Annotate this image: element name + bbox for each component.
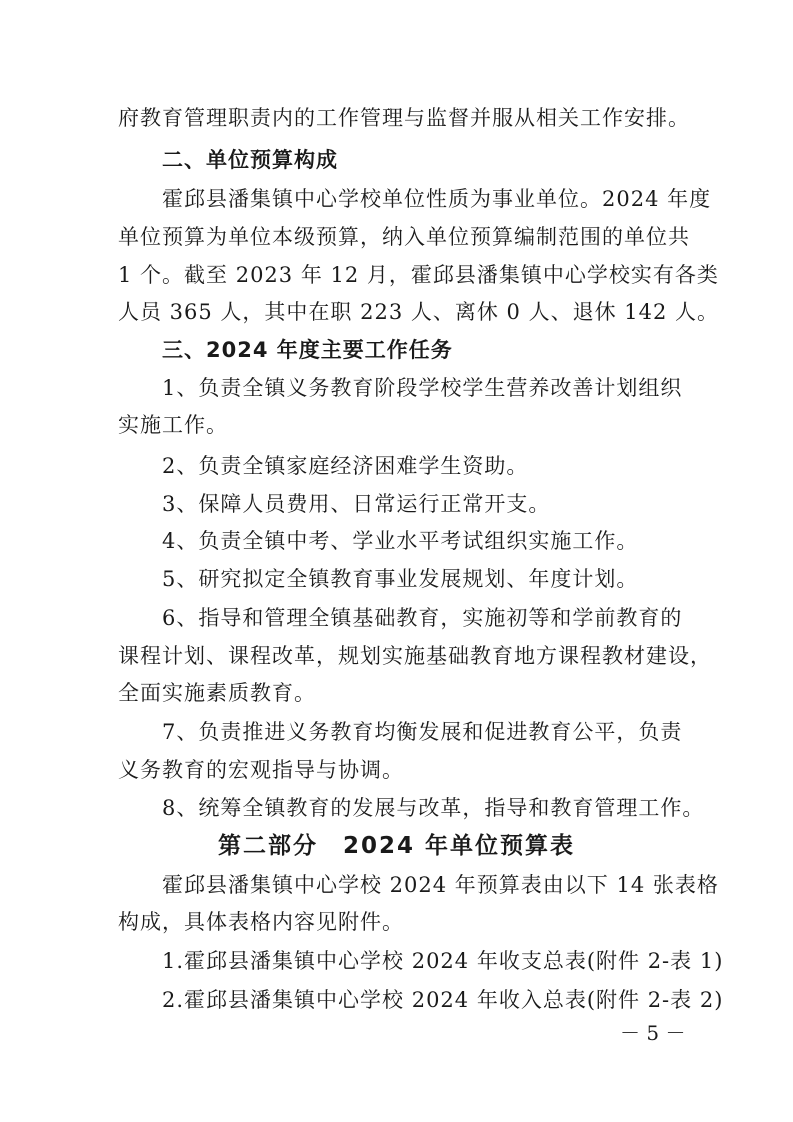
paragraph-line: 单位预算为单位本级预算，纳入单位预算编制范围的单位共 xyxy=(118,225,690,249)
list-item-continuation: 全面实施素质教育。 xyxy=(118,681,316,705)
section-heading: 二、单位预算构成 xyxy=(162,148,338,172)
list-item: 1、负责全镇义务教育阶段学校学生营养改善计划组织 xyxy=(162,376,683,400)
paragraph-line: 构成，具体表格内容见附件。 xyxy=(118,910,404,934)
list-item: 7、负责推进义务教育均衡发展和促进教育公平，负责 xyxy=(162,720,683,744)
list-item: 6、指导和管理全镇基础教育，实施初等和学前教育的 xyxy=(162,606,683,630)
list-item: 2、负责全镇家庭经济困难学生资助。 xyxy=(162,454,529,478)
paragraph-line: 霍邱县潘集镇中心学校单位性质为事业单位。2024 年度 xyxy=(162,187,712,211)
paragraph-line: 人员 365 人，其中在职 223 人、离休 0 人、退休 142 人。 xyxy=(118,300,720,324)
list-item: 2.霍邱县潘集镇中心学校 2024 年收入总表(附件 2-表 2) xyxy=(162,988,724,1012)
list-item-continuation: 课程计划、课程改革，规划实施基础教育地方课程教材建设， xyxy=(118,644,712,668)
list-item-continuation: 实施工作。 xyxy=(118,413,228,437)
list-item: 1.霍邱县潘集镇中心学校 2024 年收支总表(附件 2-表 1) xyxy=(162,949,724,973)
part-title: 第二部分 2024 年单位预算表 xyxy=(217,833,576,859)
paragraph-line: 1 个。截至 2023 年 12 月，霍邱县潘集镇中心学校实有各类 xyxy=(118,263,719,287)
list-item: 3、保障人员费用、日常运行正常开支。 xyxy=(162,492,551,516)
section-heading: 三、2024 年度主要工作任务 xyxy=(162,338,453,362)
page-number: － 5 － xyxy=(620,1021,686,1045)
list-item-continuation: 义务教育的宏观指导与协调。 xyxy=(118,758,404,782)
list-item: 8、统筹全镇教育的发展与改革，指导和教育管理工作。 xyxy=(162,796,705,820)
paragraph-line: 府教育管理职责内的工作管理与监督并服从相关工作安排。 xyxy=(118,106,690,130)
list-item: 5、研究拟定全镇教育事业发展规划、年度计划。 xyxy=(162,567,639,591)
paragraph-line: 霍邱县潘集镇中心学校 2024 年预算表由以下 14 张表格 xyxy=(162,873,719,897)
list-item: 4、负责全镇中考、学业水平考试组织实施工作。 xyxy=(162,529,639,553)
